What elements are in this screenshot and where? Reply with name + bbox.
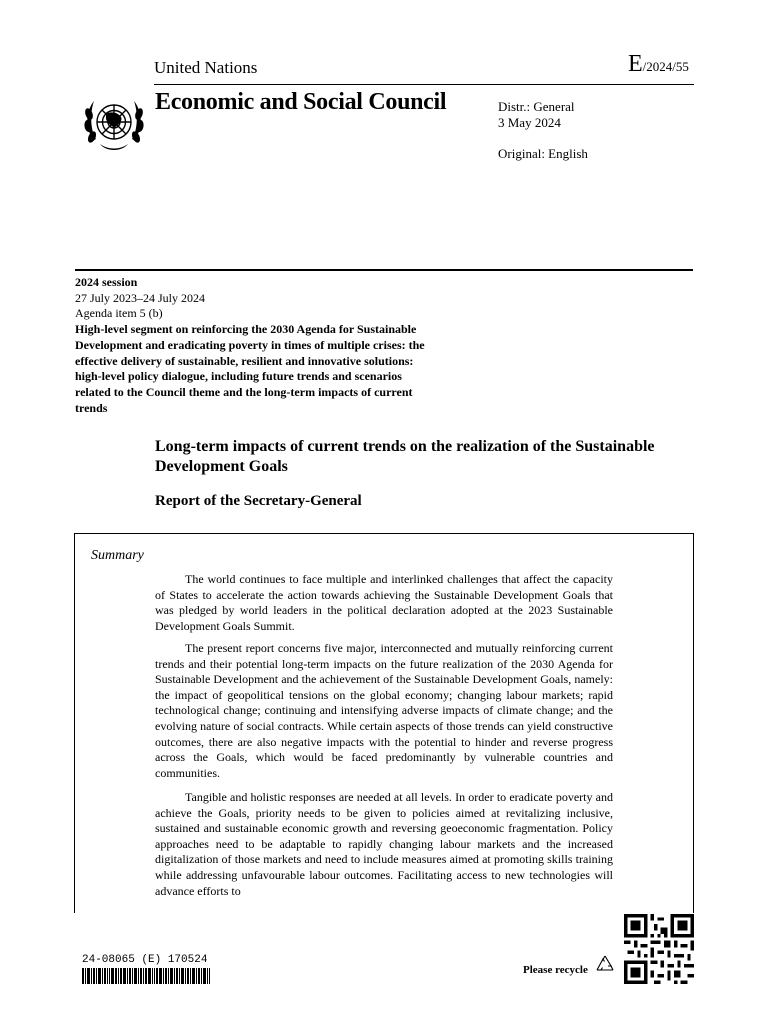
recycle-icon — [593, 953, 617, 977]
summary-label: Summary — [91, 548, 144, 563]
summary-paragraph-1: The world continues to face multiple and interlinked challenges that affect the capacity of States to accelerate the action towards achieving the Sustainable Development Goals that was pledged by world leaders in the political declaration adopted at the 2023 Sustainable Development Goals Summit. — [155, 572, 613, 633]
symbol-number: /2024/55 — [642, 59, 689, 74]
section-rule — [75, 269, 693, 271]
summary-paragraph-2: The present report concerns five major, interconnected and mutually reinforcing current trends and their potential long-term impacts on the future realization of the 2030 Agenda for Sustainable Development and the achievement of the Sustainable Development Goals, namely: the impact of geopolitical tensions on the global economy; changing labour markets; rapid technological change; continuing and intensifying adverse impacts of climate change; and the evolving nature of social contracts. While certain aspects of those trends can yield constructive outcomes, there are also negative impacts with the potential to hinder and reverse progress across the Goals, which would be faced predominantly by vulnerable countries and communities. — [155, 641, 613, 780]
distribution-type: Distr.: General — [498, 99, 575, 114]
council-title: Economic and Social Council — [155, 89, 447, 115]
session-dates: 27 July 2023–24 July 2024 — [75, 290, 206, 305]
original-language: Original: English — [498, 146, 588, 161]
summary-paragraph-3: Tangible and holistic responses are needed at all levels. In order to eradicate poverty and achieve the Goals, priority needs to be given to policies aimed at revitalizing inclusive, sustained and sustainable economic growth and reversing geoeconomic fragmentation. Policy approaches need to be adaptable to rapidly changing labour markets and the increased digitalization of those markets and need to include measures aimed at promoting skills training while addressing unfavourable labour outcomes. Facilitating access to new technologies will advance efforts to — [155, 790, 613, 898]
qr-code-icon — [624, 914, 694, 984]
document-date: 3 May 2024 — [498, 115, 561, 130]
agenda-item: Agenda item 5 (b) — [75, 306, 163, 321]
report-title: Long-term impacts of current trends on the realization of the Sustainable Development Goals — [155, 438, 655, 475]
document-number: 24-08065 (E) 170524 — [82, 954, 208, 966]
symbol-letter: E — [628, 51, 643, 77]
distribution-info — [498, 99, 575, 131]
barcode-icon — [82, 968, 210, 984]
organization-name: United Nations — [154, 58, 258, 77]
report-subtitle: Report of the Secretary-General — [155, 493, 362, 509]
session-block — [75, 275, 435, 416]
please-recycle-label: Please recycle — [523, 964, 588, 976]
document-symbol — [628, 52, 689, 79]
session-title: 2024 session — [75, 275, 138, 289]
header-rule — [154, 84, 694, 85]
agenda-item-title: High-level segment on reinforcing the 2030 Agenda for Sustainable Development and eradicating poverty in times of multiple crises: the effective delivery of sustainable, resilient and innovative solutions: high-level policy dialogue, including future trends and scenarios related to the Council theme and the long-term impacts of current trends — [75, 322, 425, 415]
un-emblem-icon — [80, 92, 148, 156]
